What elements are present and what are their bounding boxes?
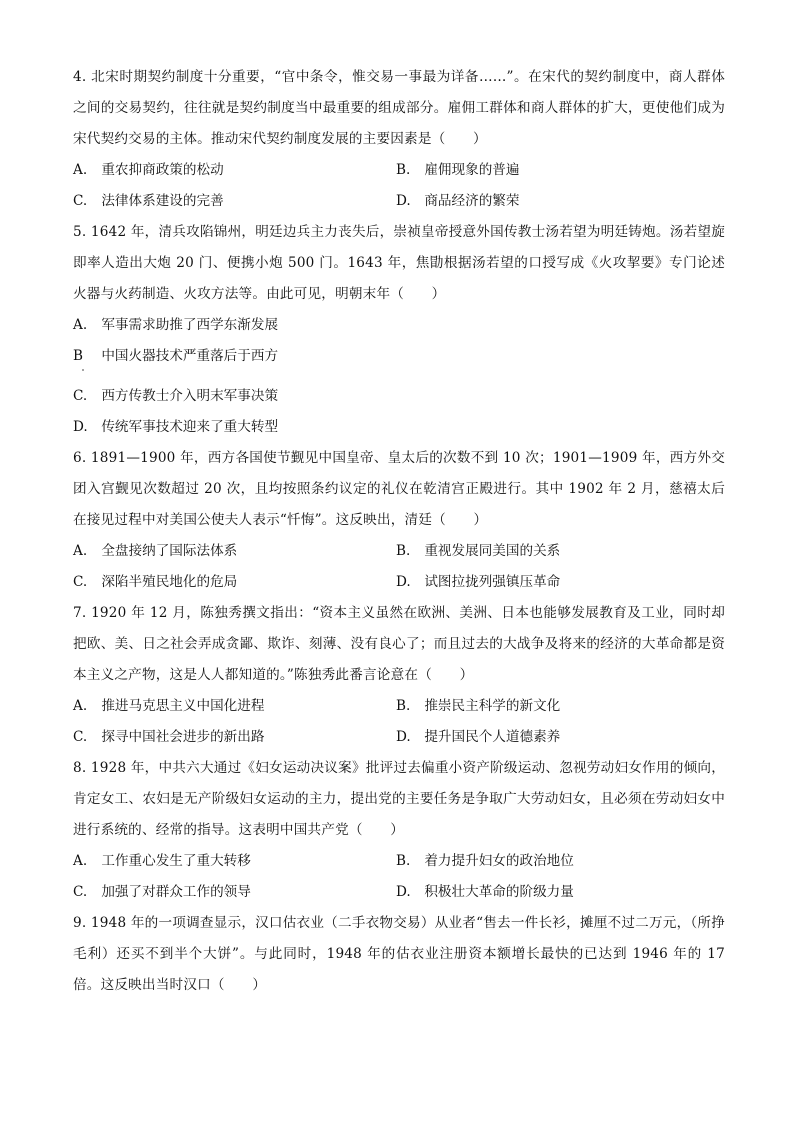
option-label: D. [396, 729, 411, 745]
option-label: A. [73, 543, 88, 559]
option-text: 重视发展同美国的关系 [424, 543, 561, 559]
option-b[interactable] [396, 691, 725, 722]
option-text: 西方传教士介入明末军事决策 [101, 388, 279, 404]
option-label: D. [396, 193, 411, 209]
options-grid [73, 846, 725, 908]
option-text: 推进马克思主义中国化进程 [101, 698, 265, 714]
option-text: 军事需求助推了西学东渐发展 [101, 317, 279, 333]
option-c[interactable] [73, 381, 725, 412]
option-text: 雇佣现象的普遍 [424, 162, 520, 178]
question-stem: 7. 1920 年 12 月，陈独秀撰文指出：“资本主义虽然在欧洲、美洲、日本也能够发展教育及工业，同时却把欧、美、日之社会弄成贪鄙、欺诈、刻薄、没有良心了；而且过去的大战争及将来的经济的大革命都是资本主义之产物，这是人人都知道的。”陈独秀此番言论意在（ ） [73, 605, 725, 683]
option-text: 积极壮大革命的阶级力量 [424, 884, 574, 900]
option-label: A. [73, 317, 88, 333]
option-text: 探寻中国社会进步的新出路 [101, 729, 265, 745]
option-c[interactable] [73, 722, 396, 753]
option-b[interactable] [396, 846, 725, 877]
option-d[interactable] [396, 567, 725, 598]
question-7 [73, 598, 725, 753]
option-text: 提升国民个人道德素养 [424, 729, 561, 745]
scan-speck [82, 369, 84, 371]
question-stem: 9. 1948 年的一项调查显示，汉口估衣业（二手衣物交易）从业者“售去一件长衫，摊厘不过二万元，（所挣毛利）还买不到半个大饼”。与此同时，1948 年的估衣业注册资本额增长最快的已达到 1946 年的 17 倍。这反映出当时汉口（ ） [73, 915, 725, 993]
option-text: 中国火器技术严重落后于西方 [101, 348, 279, 364]
option-label: A. [73, 853, 88, 869]
option-label: B. [396, 698, 411, 714]
option-d[interactable] [396, 722, 725, 753]
option-text: 全盘接纳了国际法体系 [101, 543, 238, 559]
option-label: C. [73, 729, 88, 745]
option-text: 加强了对群众工作的领导 [101, 884, 251, 900]
option-text: 推崇民主科学的新文化 [424, 698, 561, 714]
option-label: C. [73, 884, 88, 900]
option-label: A. [73, 698, 88, 714]
option-label: A. [73, 162, 88, 178]
option-text: 深陷半殖民地化的危局 [101, 574, 238, 590]
options-grid [73, 536, 725, 598]
option-a[interactable] [73, 536, 396, 567]
option-text: 试图拉拢列强镇压革命 [424, 574, 561, 590]
question-stem: 4. 北宋时期契约制度十分重要，“官中条令，惟交易一事最为详备……”。在宋代的契约制度中，商人群体之间的交易契约，往往就是契约制度当中最重要的组成部分。雇佣工群体和商人群体的扩大，更使他们成为宋代契约交易的主体。推动宋代契约制度发展的主要因素是（ ） [73, 69, 725, 147]
option-c[interactable] [73, 877, 396, 908]
option-label: B [73, 348, 83, 364]
options-grid [73, 155, 725, 217]
option-b[interactable] [396, 536, 725, 567]
option-text: 着力提升妇女的政治地位 [424, 853, 574, 869]
exam-page [73, 62, 725, 1001]
option-label: C. [73, 574, 88, 590]
option-label: B. [396, 853, 411, 869]
option-label: C. [73, 193, 88, 209]
option-label: D. [73, 419, 88, 435]
question-stem: 8. 1928 年，中共六大通过《妇女运动决议案》批评过去偏重小资产阶级运动、忽视劳动妇女作用的倾向，肯定女工、农妇是无产阶级妇女运动的主力，提出党的主要任务是争取广大劳动妇女，且必须在劳动妇女中进行系统的、经常的指导。这表明中国共产党（ ） [73, 760, 725, 838]
option-a[interactable] [73, 691, 396, 722]
option-b[interactable] [396, 155, 725, 186]
question-8 [73, 753, 725, 908]
option-text: 传统军事技术迎来了重大转型 [101, 419, 279, 435]
question-stem: 5. 1642 年，清兵攻陷锦州，明廷边兵主力丧失后，崇祯皇帝授意外国传教士汤若望为明廷铸炮。汤若望旋即率人造出大炮 20 门、便携小炮 500 门。1643 年，焦勖根据汤若望的口授写成《火攻挈要》专门论述火器与火药制造、火攻方法等。由此可见，明朝末年（ ） [73, 224, 725, 302]
option-label: B. [396, 543, 411, 559]
option-label: D. [396, 574, 411, 590]
option-a[interactable] [73, 310, 725, 341]
question-4 [73, 62, 725, 217]
option-d[interactable] [396, 877, 725, 908]
option-d[interactable] [396, 186, 725, 217]
option-text: 重农抑商政策的松动 [101, 162, 224, 178]
question-5 [73, 217, 725, 443]
option-c[interactable] [73, 567, 396, 598]
option-label: C. [73, 388, 88, 404]
option-text: 法律体系建设的完善 [101, 193, 224, 209]
options-grid [73, 691, 725, 753]
option-label: B. [396, 162, 411, 178]
question-6 [73, 443, 725, 598]
spacer [73, 372, 725, 381]
option-d[interactable] [73, 412, 725, 443]
option-label: D. [396, 884, 411, 900]
option-c[interactable] [73, 186, 396, 217]
question-9 [73, 908, 725, 1001]
options-list [73, 310, 725, 443]
option-b[interactable] [73, 341, 725, 372]
option-a[interactable] [73, 846, 396, 877]
option-text: 工作重心发生了重大转移 [101, 853, 251, 869]
option-text: 商品经济的繁荣 [424, 193, 520, 209]
question-stem: 6. 1891—1900 年，西方各国使节觐见中国皇帝、皇太后的次数不到 10 次；1901—1909 年，西方外交团入宫觐见次数超过 20 次，且均按照条约议定的礼仪在乾清宫正殿进行。其中 1902 年 2 月，慈禧太后在接见过程中对美国公使夫人表示“忏悔”。这反映出，清廷（ ） [73, 450, 725, 528]
option-a[interactable] [73, 155, 396, 186]
